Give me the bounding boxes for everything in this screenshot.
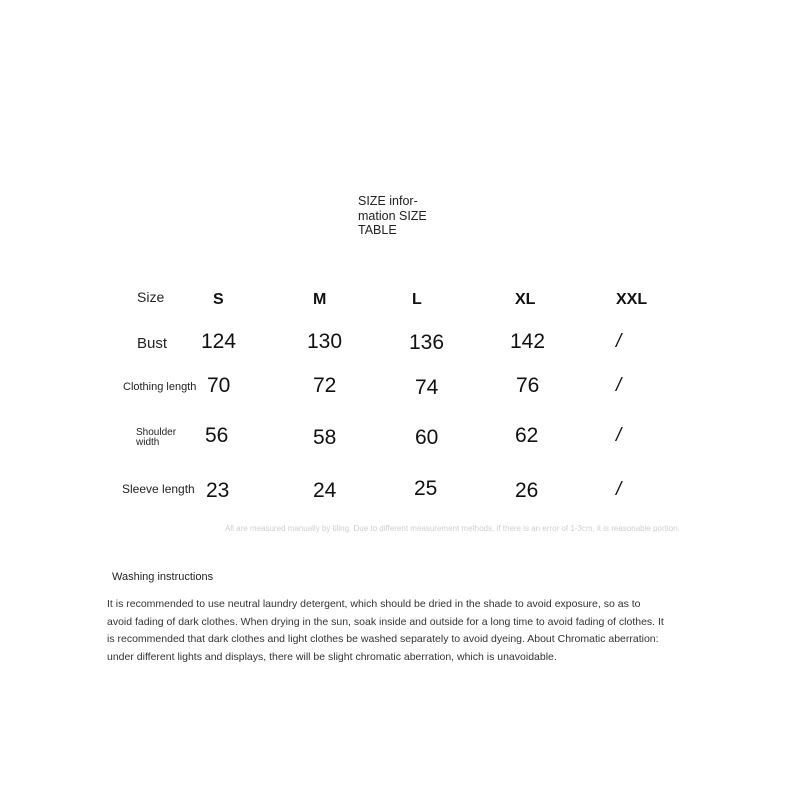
row-label-bust: Bust <box>137 335 168 352</box>
title-line-2: mation SIZE <box>358 208 427 223</box>
row-label-clothing-length: Clothing length <box>123 381 197 393</box>
column-header-s: S <box>213 291 224 308</box>
shoulder-label-line-1: Shoulder <box>136 427 177 438</box>
cell-bust-xxl: / <box>616 331 622 352</box>
washing-line-2: avoid fading of dark clothes. When drying in the sun, soak inside and outside for a long time to avoid fading of clothes. It <box>107 615 664 628</box>
washing-line-1: It is recommended to use neutral laundry detergent, which should be dried in the shade to avoid exposure, so as to <box>107 598 641 610</box>
cell-shoulder-width-m: 58 <box>313 426 337 449</box>
cell-shoulder-width-xl: 62 <box>515 424 539 447</box>
column-header-xxl: XXL <box>616 291 648 308</box>
measurement-note: All are measured manually by tiling. Due to different measurement methods, if there is an error of 1-3cm, it is reasonable portion. <box>225 524 680 533</box>
cell-clothing-length-xl: 76 <box>516 374 540 397</box>
title-line-1: SIZE infor- <box>358 194 418 208</box>
washing-title: Washing instructions <box>112 571 214 583</box>
cell-shoulder-width-xxl: / <box>616 425 622 446</box>
cell-sleeve-length-xxl: / <box>616 479 622 500</box>
cell-clothing-length-l: 74 <box>415 376 439 399</box>
washing-instructions <box>107 596 664 666</box>
row-label-shoulder-width <box>136 428 176 447</box>
cell-bust-s: 124 <box>201 330 237 353</box>
cell-bust-l: 136 <box>409 331 445 354</box>
cell-sleeve-length-xl: 26 <box>515 479 539 502</box>
cell-bust-m: 130 <box>307 330 343 353</box>
cell-clothing-length-m: 72 <box>313 374 337 397</box>
washing-line-3: is recommended that dark clothes and light clothes be washed separately to avoid dyeing. About Chromatic aberration: <box>107 633 659 645</box>
cell-clothing-length-xxl: / <box>616 375 622 396</box>
column-header-m: M <box>313 291 327 308</box>
cell-shoulder-width-l: 60 <box>415 426 439 449</box>
shoulder-label-line-2: width <box>136 436 160 448</box>
cell-clothing-length-s: 70 <box>207 374 231 397</box>
washing-line-4: under different lights and displays, there will be slight chromatic aberration, which is unavoidable. <box>107 650 557 663</box>
cell-shoulder-width-s: 56 <box>205 424 229 447</box>
row-label-sleeve-length: Sleeve length <box>122 482 195 496</box>
cell-sleeve-length-s: 23 <box>206 479 230 502</box>
column-header-l: L <box>412 291 422 308</box>
cell-sleeve-length-l: 25 <box>414 477 438 500</box>
size-header-label: Size <box>137 289 165 305</box>
cell-sleeve-length-m: 24 <box>313 479 337 502</box>
title-line-3: TABLE <box>358 223 397 237</box>
cell-bust-xl: 142 <box>510 330 546 353</box>
column-header-xl: XL <box>515 291 536 308</box>
size-table-title <box>358 194 427 238</box>
